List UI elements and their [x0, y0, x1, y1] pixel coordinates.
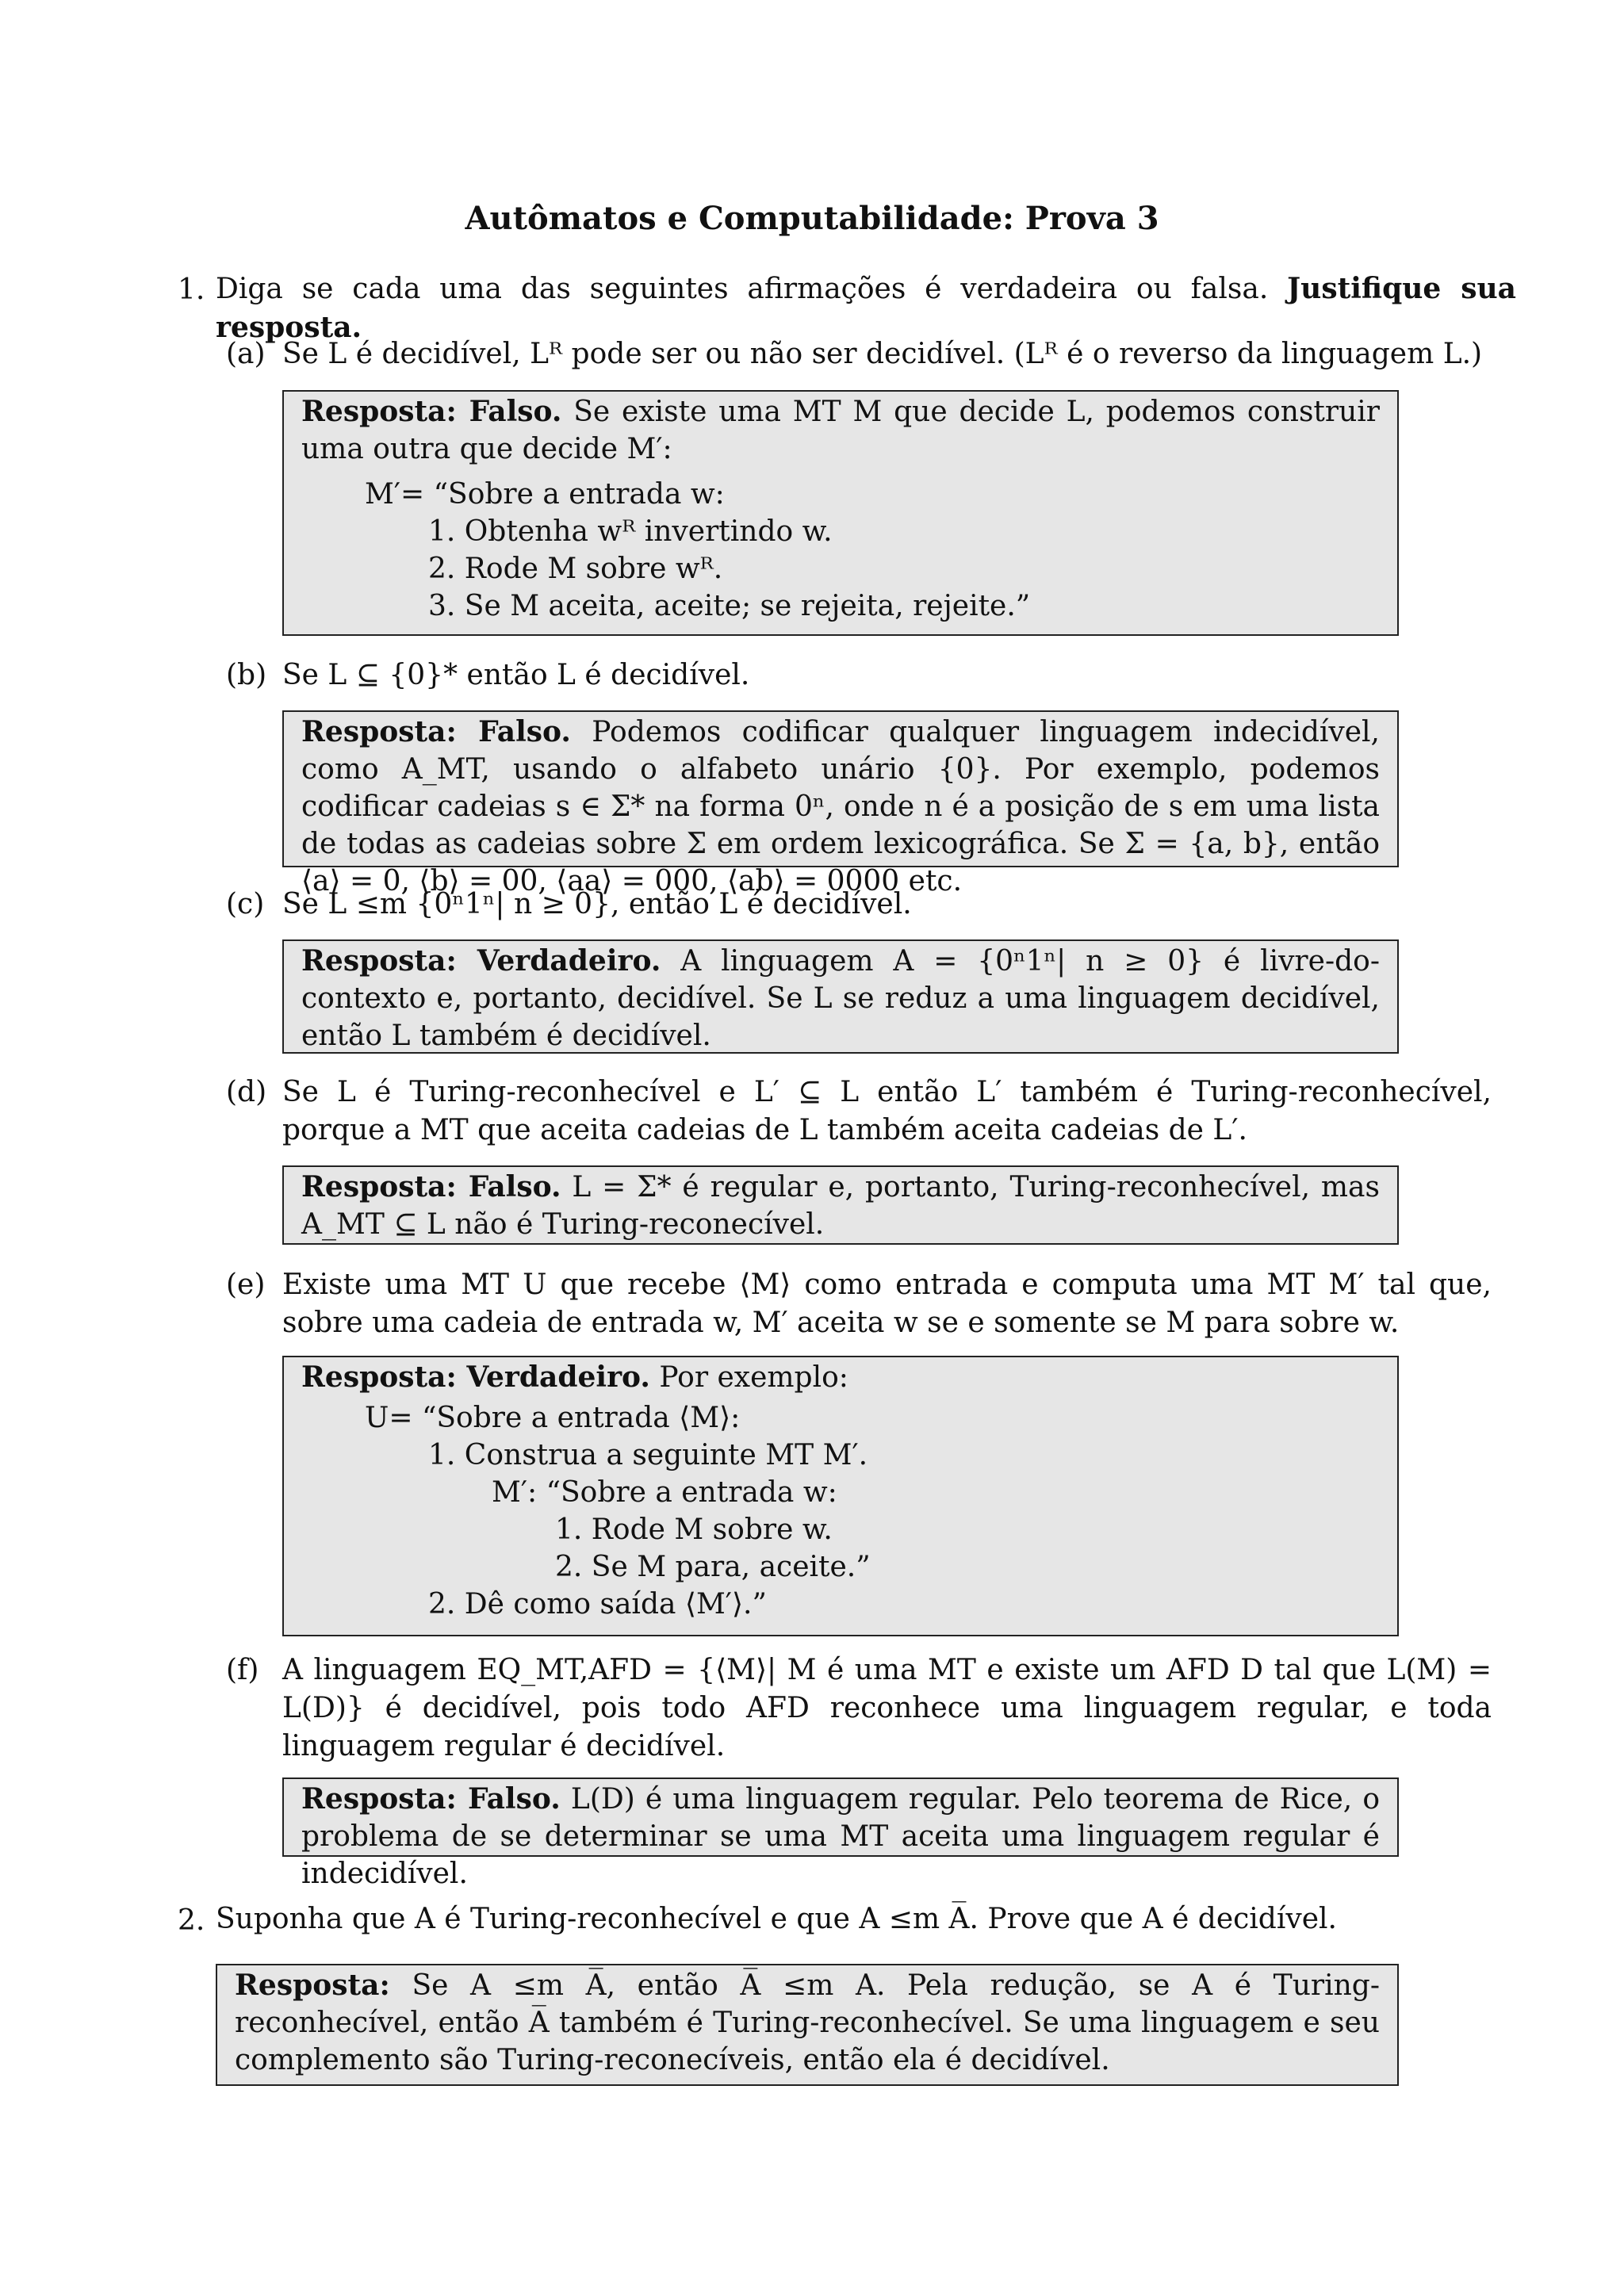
part-f-statement — [226, 1651, 1492, 1766]
part-a-algo-line: 1. Obtenha wᴿ invertindo w. — [428, 515, 833, 548]
part-e-algo-line: 2. Dê como saída ⟨M′⟩.” — [428, 1588, 767, 1621]
part-d-answer-body: L = Σ* é regular e, portanto, Turing-reconhecível, mas A_MT ⊆ L não é Turing-reconecível. — [301, 1171, 1380, 1241]
document-title: Autômatos e Computabilidade: Prova 3 — [465, 200, 1159, 237]
part-e-algo-line: U= “Sobre a entrada ⟨M⟩: — [365, 1402, 741, 1434]
part-e-algo-line: 2. Se M para, aceite.” — [555, 1551, 871, 1583]
part-a-statement — [226, 335, 1492, 373]
part-b-answer-body: Podemos codificar qualquer linguagem indecidível, como A_MT, usando o alfabeto unário {0}. Por exemplo, podemos codificar cadeias s ∈ Σ* na forma 0ⁿ, onde n é a posição de s em uma lista de todas as cadeias sobre Σ em ordem lexicográfica. Se Σ = {a, b}, então ⟨a⟩ = 0, ⟨b⟩ = 00, ⟨aa⟩ = 000, ⟨ab⟩ = 0000 etc. — [301, 716, 1381, 897]
part-e-answer-head: Resposta: Verdadeiro. — [301, 1360, 650, 1394]
part-b-answer-head: Resposta: Falso. — [301, 715, 571, 748]
part-a-algo-line: 2. Rode M sobre wᴿ. — [428, 553, 723, 585]
part-f-answer-box — [282, 1777, 1399, 1890]
part-c-text: Se L ≤m {0ⁿ1ⁿ| n ≥ 0}, então L é decidível. — [282, 888, 912, 920]
part-a-algo-line: M′= “Sobre a entrada w: — [365, 478, 725, 511]
question-1-instruction: Diga se cada uma das seguintes afirmações é verdadeira ou falsa. — [216, 273, 1269, 305]
part-e-statement — [226, 1266, 1492, 1342]
part-f-label: (f) — [226, 1654, 259, 1686]
part-d-statement — [226, 1073, 1492, 1150]
question-1-emphasis: Justifique sua resposta. — [216, 272, 1516, 344]
part-e-label: (e) — [226, 1269, 266, 1301]
part-a-algo-line: 3. Se M aceita, aceite; se rejeita, rejeite.” — [428, 590, 1031, 622]
part-b-answer-box — [282, 710, 1399, 897]
part-b-statement — [226, 656, 1492, 695]
question-1-number: 1. — [178, 274, 205, 306]
part-d-label: (d) — [226, 1076, 267, 1108]
part-f-answer-body: L(D) é uma linguagem regular. Pelo teorema de Rice, o problema de se determinar se uma MT aceita uma linguagem regular é indecidível. — [301, 1783, 1380, 1890]
part-b-label: (b) — [226, 659, 267, 691]
question-2-text: Suponha que A é Turing-reconhecível e que A ≤m A̅. Prove que A é decidível. — [216, 1903, 1337, 1935]
part-d-text: Se L é Turing-reconhecível e L′ ⊆ L então L′ também é Turing-reconhecível, porque a MT que aceita cadeias de L também aceita cadeias de L′. — [282, 1076, 1492, 1146]
part-e-answer-body: Por exemplo: — [659, 1361, 848, 1394]
part-a-text: Se L é decidível, Lᴿ pode ser ou não ser decidível. (Lᴿ é o reverso da linguagem L.) — [282, 338, 1483, 370]
part-d-answer-head: Resposta: Falso. — [301, 1170, 561, 1203]
part-c-answer-body: A linguagem A = {0ⁿ1ⁿ| n ≥ 0} é livre-do-contexto e, portanto, decidível. Se L se reduz a uma linguagem decidível, então L também é decidível. — [301, 945, 1380, 1052]
part-f-text: A linguagem EQ_MT,AFD = {⟨M⟩| M é uma MT e existe um AFD D tal que L(M) = L(D)} é decidível, pois todo AFD reconhece uma linguagem regular, e toda linguagem regular é decidível. — [282, 1654, 1492, 1762]
part-d-answer-box — [282, 1165, 1399, 1245]
part-f-answer-head: Resposta: Falso. — [301, 1782, 561, 1816]
part-e-algo-line: 1. Rode M sobre w. — [555, 1513, 833, 1546]
part-e-algo-line: M′: “Sobre a entrada w: — [492, 1476, 837, 1509]
question-2-answer-head: Resposta: — [235, 1969, 390, 2002]
part-a-label: (a) — [226, 338, 266, 370]
part-c-label: (c) — [226, 888, 265, 920]
part-a-answer-head: Resposta: Falso. — [301, 395, 562, 428]
question-2-answer-body: Se A ≤m A̅, então A̅ ≤m A. Pela redução, se A é Turing-reconhecível, então A̅ também é Turing-reconhecível. Se uma linguagem e seu complemento são Turing-reconecíveis, então ela é decidível. — [235, 1969, 1380, 2076]
part-e-answer-box — [282, 1356, 1399, 1636]
part-c-answer-head: Resposta: Verdadeiro. — [301, 944, 661, 978]
part-e-algo-line: 1. Construa a seguinte MT M′. — [428, 1439, 868, 1471]
part-a-answer-body: Se existe uma MT M que decide L, podemos construir uma outra que decide M′: — [301, 396, 1380, 465]
question-2-number: 2. — [178, 1904, 205, 1937]
part-e-text: Existe uma MT U que recebe ⟨M⟩ como entrada e computa uma MT M′ tal que, sobre uma cadeia de entrada w, M′ aceita w se e somente se M para sobre w. — [282, 1269, 1492, 1339]
part-c-statement — [226, 886, 1492, 924]
part-a-answer-box — [282, 390, 1399, 636]
question-2-answer-box — [216, 1964, 1399, 2086]
part-b-text: Se L ⊆ {0}* então L é decidível. — [282, 659, 750, 691]
part-c-answer-box — [282, 939, 1399, 1054]
